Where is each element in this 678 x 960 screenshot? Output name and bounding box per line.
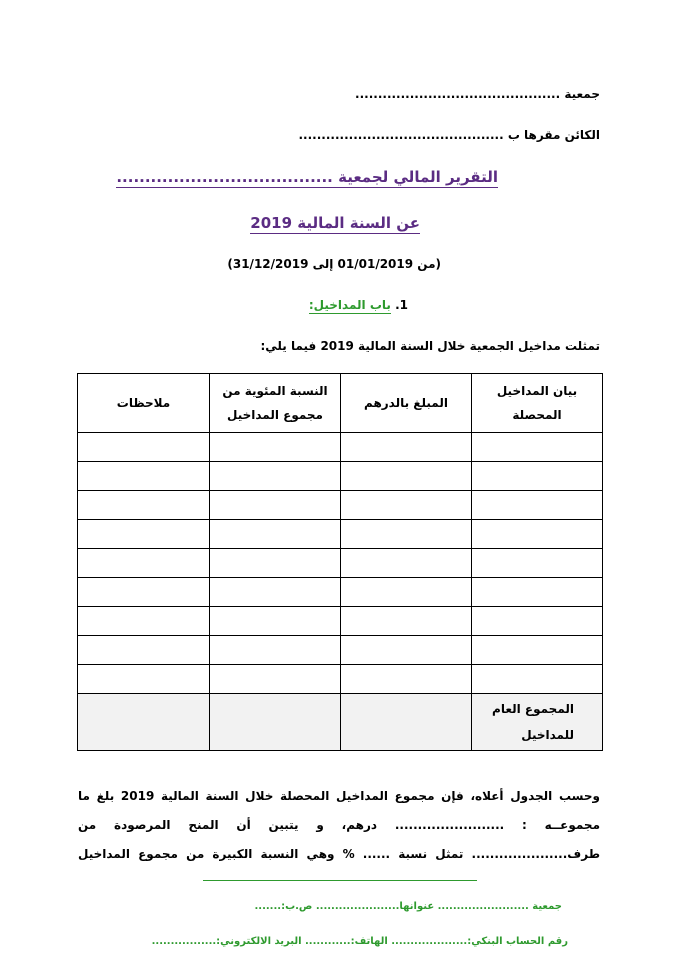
summary-line-3: طرف..................... تمثل نسبة ...... % وهي النسبة الكبيرة من مجموع المداخيل: [78, 847, 600, 861]
footer-divider: [203, 880, 477, 881]
table-cell[interactable]: [78, 520, 210, 549]
table-cell[interactable]: [78, 549, 210, 578]
table-cell[interactable]: [210, 433, 341, 462]
section-number: 1.: [395, 298, 408, 312]
table-row: [78, 433, 603, 462]
fiscal-year-title: [250, 214, 420, 232]
revenue-table: [77, 373, 603, 751]
table-row: [78, 520, 603, 549]
table-cell[interactable]: [341, 520, 472, 549]
table-cell[interactable]: [472, 433, 603, 462]
report-title-text: التقرير المالي لجمعية ......................................: [116, 168, 498, 186]
table-cell[interactable]: [210, 549, 341, 578]
table-cell[interactable]: [472, 462, 603, 491]
table-cell[interactable]: [472, 491, 603, 520]
header-notes: ملاحظات: [78, 374, 210, 433]
table-row: [78, 462, 603, 491]
table-cell[interactable]: [341, 549, 472, 578]
table-cell[interactable]: [210, 665, 341, 694]
table-cell[interactable]: [210, 491, 341, 520]
table-cell[interactable]: [472, 578, 603, 607]
table-cell[interactable]: [78, 433, 210, 462]
table-cell[interactable]: [341, 462, 472, 491]
table-cell[interactable]: [78, 491, 210, 520]
table-header-row: [78, 374, 603, 433]
headquarters-line: الكائن مقرها ب .............................................: [298, 128, 600, 142]
intro-line: تمثلت مداخيل الجمعية خلال السنة المالية 2019 فيما يلي:: [260, 339, 600, 353]
table-row: [78, 491, 603, 520]
table-row: [78, 636, 603, 665]
table-cell[interactable]: [472, 607, 603, 636]
table-cell[interactable]: [472, 665, 603, 694]
table-cell[interactable]: [341, 607, 472, 636]
table-cell[interactable]: [210, 578, 341, 607]
total-percentage-cell[interactable]: [210, 694, 341, 751]
table-cell[interactable]: [341, 491, 472, 520]
table-cell[interactable]: [341, 665, 472, 694]
summary-line-2: مجموعــه : ........................ درهم، و يتبين أن المنح المرصودة من: [78, 818, 600, 832]
total-row: [78, 694, 603, 751]
footer-contact-line: رقم الحساب البنكي:.................... الهاتف:............ البريد الالكتروني:.................: [151, 936, 568, 947]
header-revenue-description: بيان المداخيل المحصلة: [472, 374, 603, 433]
header-percentage: النسبة المئوية من مجموع المداخيل: [210, 374, 341, 433]
table-cell[interactable]: [472, 549, 603, 578]
section-heading: [309, 298, 408, 312]
table-cell[interactable]: [341, 578, 472, 607]
table-cell[interactable]: [78, 578, 210, 607]
header-amount: المبلغ بالدرهم: [341, 374, 472, 433]
table-cell[interactable]: [78, 636, 210, 665]
footer-address-line: جمعية ........................ عنوانها...................... ص.ب:.......: [254, 901, 562, 912]
table-cell[interactable]: [78, 607, 210, 636]
fiscal-year-text: عن السنة المالية 2019: [250, 214, 420, 232]
table-cell[interactable]: [341, 433, 472, 462]
table-cell[interactable]: [472, 520, 603, 549]
table-cell[interactable]: [78, 462, 210, 491]
table-cell[interactable]: [341, 636, 472, 665]
table-cell[interactable]: [210, 520, 341, 549]
table-row: [78, 665, 603, 694]
section-label: باب المداخيل:: [308, 298, 391, 312]
total-amount-cell[interactable]: [341, 694, 472, 751]
table-cell[interactable]: [210, 607, 341, 636]
period-line: (من 01/01/2019 إلى 31/12/2019): [227, 257, 441, 271]
table-cell[interactable]: [210, 462, 341, 491]
association-line: جمعية .............................................: [355, 87, 600, 101]
table-row: [78, 549, 603, 578]
table-cell[interactable]: [78, 665, 210, 694]
total-notes-cell[interactable]: [78, 694, 210, 751]
total-label: المجموع العام للمداخيل: [472, 694, 603, 751]
table-row: [78, 607, 603, 636]
summary-line-1: وحسب الجدول أعلاه، فإن مجموع المداخيل المحصلة خلال السنة المالية 2019 بلغ ما: [78, 789, 600, 803]
report-title: [116, 168, 498, 186]
table-row: [78, 578, 603, 607]
table-cell[interactable]: [210, 636, 341, 665]
table-cell[interactable]: [472, 636, 603, 665]
